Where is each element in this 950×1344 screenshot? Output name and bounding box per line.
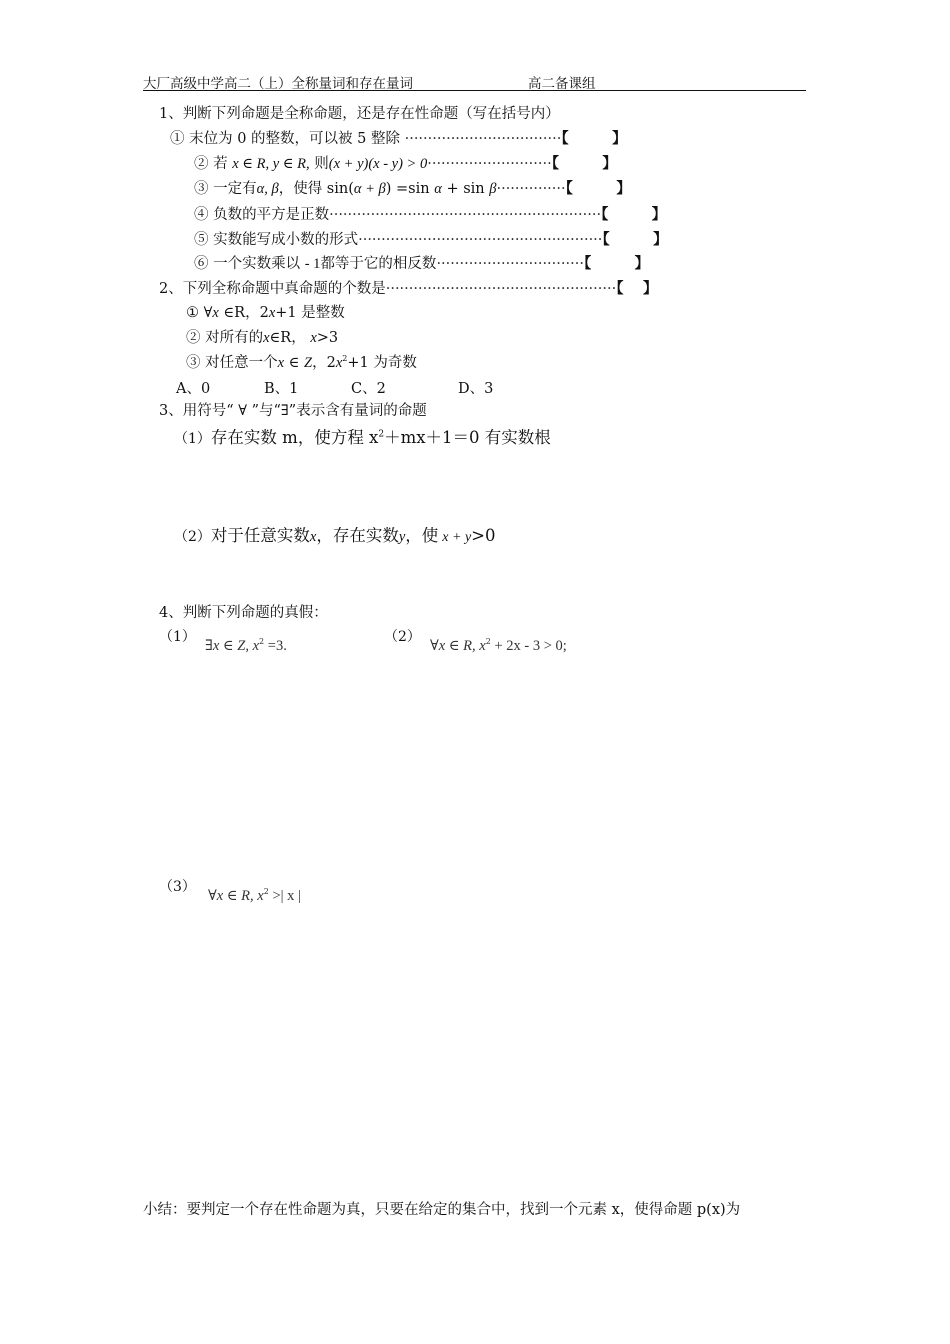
q3-sub-1 <box>174 424 551 448</box>
math-var: x <box>309 529 317 545</box>
math-var: x <box>268 305 276 321</box>
item-number: ② <box>194 156 209 172</box>
item-text: +1 为奇数 <box>347 355 417 371</box>
math-expr: (x + y)(x - y) > 0 <box>328 156 428 172</box>
q3-prompt: 3、用符号“ ∀ ”与“∃”表示含有量词的命题 <box>159 403 427 419</box>
sub-text: ，使 <box>405 526 439 545</box>
math-expr: ∀x ∈ R, x <box>208 888 264 904</box>
answer-bracket: 【 】 <box>551 156 617 172</box>
item-text: 对所有的 <box>200 330 264 346</box>
q2-option-b: B、1 <box>264 381 299 397</box>
q1-item-5 <box>194 228 668 249</box>
math-expr: - 1 <box>304 256 321 272</box>
item-number: ③ <box>194 181 209 197</box>
item-text: 负数的平方是正数 <box>208 207 330 223</box>
q1-prompt: 1、判断下列命题是全称命题，还是存在性命题（写在括号内） <box>159 106 560 122</box>
item-text: 对任意一个 <box>200 355 278 371</box>
q2-item-2 <box>186 326 338 347</box>
leader-dots: ·································· <box>404 131 562 147</box>
answer-bracket: 【 】 <box>561 131 627 147</box>
item-text: ∀ <box>199 305 213 321</box>
math-expr: α + β <box>353 181 386 197</box>
item-text: ，2 <box>312 355 336 371</box>
sub-label: （2） <box>174 529 211 545</box>
answer-bracket: 【 】 <box>565 181 631 197</box>
math-var: x <box>263 330 270 346</box>
sub-text: >0 <box>471 526 496 545</box>
math-expr: α <box>434 181 442 197</box>
sub-label: （1） <box>174 431 211 447</box>
leader-dots: ··············· <box>496 181 566 197</box>
item-text: ∈ <box>284 355 304 371</box>
item-text: +1 是整数 <box>275 305 345 321</box>
math-var: x <box>310 330 317 346</box>
math-expr: β <box>489 181 497 197</box>
q4-expr-3 <box>208 888 301 905</box>
item-number: ③ <box>186 355 201 371</box>
sub-text: 存在实数 m，使方程 x <box>210 428 379 447</box>
header-rule <box>143 90 806 91</box>
q1-item-6 <box>194 252 649 273</box>
q4-expr-1 <box>205 638 287 655</box>
item-text: ∈R，2 <box>218 305 269 321</box>
item-text: ，使得 sin( <box>278 181 354 197</box>
item-text: 末位为 0 的整数，可以被 5 整除 <box>184 131 405 147</box>
q4-label-1: （1） <box>159 629 196 645</box>
answer-bracket: 【 】 <box>602 232 668 248</box>
q4-expr-2 <box>430 638 567 655</box>
sub-text: ，存在实数 <box>316 526 399 545</box>
leader-dots: ····················································· <box>358 232 603 248</box>
q2-prompt <box>159 277 658 298</box>
math-var: Z <box>304 355 313 371</box>
sub-text: ＋mx＋1＝0 有实数根 <box>384 428 551 447</box>
sub-text: 对于任意实数 <box>210 526 310 545</box>
superscript: 2 <box>342 354 348 364</box>
item-number: ⑤ <box>194 232 209 248</box>
answer-bracket: 【 】 <box>616 281 658 297</box>
q1-item-4 <box>194 203 666 224</box>
math-expr: ∃x ∈ Z, x <box>205 638 260 654</box>
item-text: 实数能写成小数的形式 <box>208 232 359 248</box>
math-var: y <box>398 529 406 545</box>
item-number: ① <box>186 305 199 321</box>
q2-option-a: A、0 <box>176 381 211 397</box>
item-text: ∈R， <box>269 330 311 346</box>
item-text: ) =sin <box>385 181 435 197</box>
superscript: 2 <box>263 887 269 897</box>
q4-label-3: （3） <box>159 879 196 895</box>
q1-item-1 <box>170 127 627 148</box>
document-header-group: 高二备课组 <box>528 76 596 92</box>
answer-bracket: 【 】 <box>583 256 650 272</box>
superscript: 2 <box>259 637 265 647</box>
math-var: x <box>277 355 285 371</box>
math-expr: ∀x ∈ R, x <box>430 638 486 654</box>
document-header-title: 大厂高级中学高二（上）全称量词和存在量词 <box>143 76 413 92</box>
q3-sub-2 <box>174 522 496 546</box>
leader-dots: ·················································· <box>385 281 617 297</box>
item-text: 都等于它的相反数 <box>320 256 437 272</box>
item-text: 一定有 <box>208 181 257 197</box>
q4-label-2: （2） <box>384 629 421 645</box>
q2-option-d: D、3 <box>458 381 494 397</box>
item-number: ② <box>186 330 201 346</box>
q1-item-2 <box>194 152 617 173</box>
math-var: x <box>335 355 343 371</box>
superscript: 2 <box>485 637 491 647</box>
item-number: ① <box>170 131 185 147</box>
q2-item-1 <box>186 301 345 322</box>
math-expr: =3. <box>264 638 287 654</box>
q1-item-3 <box>194 177 631 198</box>
item-text: 若 <box>208 156 233 172</box>
q2-prompt-text: 2、下列全称命题中真命题的个数是 <box>159 281 386 297</box>
superscript: 2 <box>378 429 385 440</box>
leader-dots: ································ <box>436 256 584 272</box>
item-text: 则 <box>309 156 329 172</box>
item-text: + sin <box>441 181 490 197</box>
item-text: >3 <box>316 330 339 346</box>
leader-dots: ··························································· <box>329 207 602 223</box>
answer-bracket: 【 】 <box>601 207 667 223</box>
leader-dots: ··························· <box>427 156 552 172</box>
math-var: x <box>212 305 219 321</box>
q4-prompt: 4、判断下列命题的真假： <box>159 605 328 621</box>
q2-option-c: C、2 <box>351 381 386 397</box>
summary-text: 小结：要判定一个存在性命题为真，只要在给定的集合中，找到一个元素 x，使得命题 p(x)为 <box>143 1202 741 1218</box>
math-expr: + 2x - 3 > 0; <box>490 638 567 654</box>
item-number: ④ <box>194 207 209 223</box>
item-number: ⑥ <box>194 256 209 272</box>
math-expr: x + y <box>442 530 472 545</box>
math-expr: x ∈ R, y ∈ R, <box>232 156 310 172</box>
math-expr: α, β <box>256 181 279 197</box>
item-text: 一个实数乘以 <box>208 256 305 272</box>
math-expr: >| x | <box>268 888 301 904</box>
q2-item-3 <box>186 351 417 372</box>
